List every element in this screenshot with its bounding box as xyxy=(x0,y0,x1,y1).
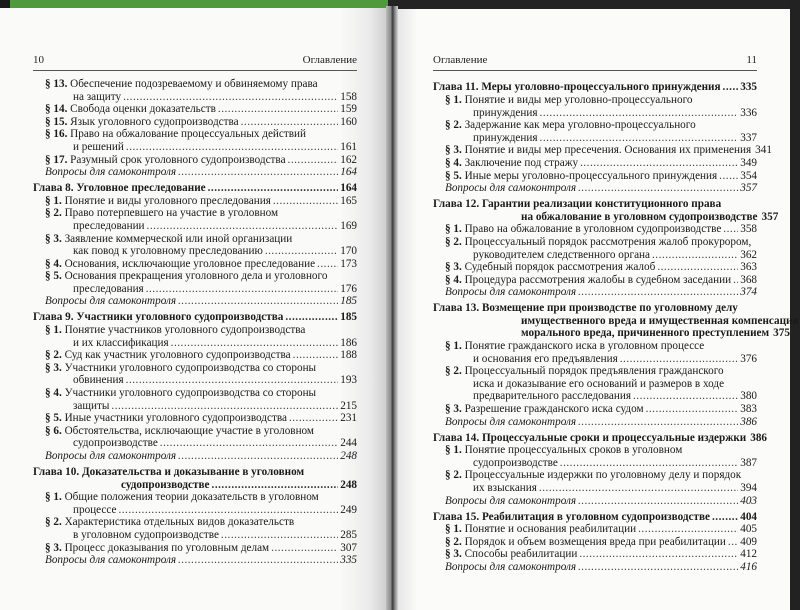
page-ref: 376 xyxy=(740,352,757,365)
leader-dots xyxy=(288,154,339,167)
leader-dots xyxy=(560,457,738,470)
toc-section xyxy=(33,387,357,412)
entry-title-line: Глава 13. Возмещение при производстве по уголовному делу xyxy=(433,302,738,315)
page-ref: 375 xyxy=(773,327,790,340)
section-number: § 1. xyxy=(445,93,462,106)
leader-dots xyxy=(540,107,739,120)
leader-dots xyxy=(578,495,738,508)
page-ref: 185 xyxy=(340,311,357,324)
entry-title-line: Право на обжалование в уголовном судопроизводстве xyxy=(464,223,722,236)
entry-title-line: Вопросы для самоконтроля xyxy=(445,182,577,195)
toc-chapter xyxy=(433,511,757,524)
toc-chapter xyxy=(33,466,357,491)
page-ref: 357 xyxy=(761,210,779,223)
section-number: § 5. xyxy=(45,270,62,283)
leader-dots xyxy=(178,450,338,463)
page-ref: 354 xyxy=(740,169,757,182)
entry-title-line: преследования xyxy=(73,282,144,295)
entry-title-line: Глава 15. Реабилитация в уголовном судопроизводстве xyxy=(433,510,710,523)
leader-dots xyxy=(123,91,338,104)
entry-title-line: Порядок и объем возмещения вреда при реабилитации xyxy=(464,535,726,548)
page-ref: 186 xyxy=(340,336,357,349)
page-ref: 307 xyxy=(340,541,357,554)
entry-title-line: Глава 8. Уголовное преследование xyxy=(33,182,206,195)
page-ref: 349 xyxy=(740,156,757,169)
toc-chapter xyxy=(433,302,799,340)
entry-title-line: и решений xyxy=(73,140,124,153)
toc-questions xyxy=(33,166,357,179)
page-ref: 386 xyxy=(740,415,757,428)
left-running-head: Оглавление xyxy=(302,54,357,66)
page-ref: 412 xyxy=(740,548,757,561)
page-ref: 249 xyxy=(340,503,357,516)
section-number: § 3. xyxy=(45,232,62,245)
entry-title-line: Понятие и виды уголовного преследования xyxy=(64,194,271,207)
entry-title-line: принуждения xyxy=(473,106,538,119)
leader-dots xyxy=(646,403,739,416)
entry-title-line: Процесс доказывания по уголовным делам xyxy=(64,541,270,554)
entry-title-line: Вопросы для самоконтроля xyxy=(445,286,577,299)
leader-dots xyxy=(733,274,738,287)
entry-title-line: Глава 9. Участники уголовного судопроизводства xyxy=(33,311,284,324)
leader-dots xyxy=(147,220,339,233)
page-ref: 248 xyxy=(340,450,357,462)
toc-section xyxy=(33,270,357,295)
entry-title-line: Основания, исключающие уголовное преследование xyxy=(64,257,316,270)
leader-dots xyxy=(578,182,738,195)
toc-section xyxy=(33,154,357,167)
toc-section xyxy=(33,233,357,258)
background-dark-edge xyxy=(790,0,800,610)
toc-section xyxy=(433,144,772,157)
section-number: § 4. xyxy=(45,387,62,400)
leader-dots xyxy=(579,548,738,561)
entry-title-line: как повод к уголовному преследованию xyxy=(73,245,263,258)
page-ref: 231 xyxy=(340,412,357,425)
entry-title-line: Свобода оценки доказательств xyxy=(70,103,216,116)
entry-title-line: Вопросы для самоконтроля xyxy=(45,554,177,567)
section-number: § 4. xyxy=(445,273,462,286)
entry-title-line: Процедура рассмотрения жалобы в судебном заседании xyxy=(464,273,732,286)
page-ref: 383 xyxy=(740,403,757,416)
entry-title-line: Понятие и основания реабилитации xyxy=(464,523,637,536)
entry-title-line: предварительного расследования xyxy=(473,390,631,403)
section-number: § 14. xyxy=(45,103,68,116)
toc-questions xyxy=(433,286,757,299)
leader-dots xyxy=(317,258,338,271)
leader-dots xyxy=(241,116,339,129)
entry-title-line: их взыскания xyxy=(473,481,537,494)
entry-title-line: на защиту xyxy=(73,90,122,103)
toc-section xyxy=(433,236,757,261)
toc-questions xyxy=(433,182,757,195)
entry-title-line: Суд как участник уголовного судопроизводства xyxy=(64,349,291,362)
toc-section xyxy=(433,261,757,274)
entry-title-line: и их классификация xyxy=(73,336,169,349)
toc-section xyxy=(33,324,357,349)
entry-title-line: Глава 12. Гарантии реализации конституционного права xyxy=(433,198,722,211)
page-ref: 357 xyxy=(740,182,757,195)
entry-title-line: Разрешение гражданского иска судом xyxy=(464,403,644,416)
toc-section xyxy=(433,340,757,365)
toc-section xyxy=(433,365,757,403)
leader-dots xyxy=(578,416,738,429)
leader-dots xyxy=(728,536,738,549)
leader-dots xyxy=(620,353,739,366)
entry-title-line: Иные участники уголовного судопроизводства xyxy=(64,412,287,425)
page-ref: 386 xyxy=(750,431,768,444)
section-number: § 2. xyxy=(45,516,62,529)
entry-title-line: Процессуальный порядок рассмотрения жалоб прокурором, xyxy=(464,235,752,248)
leader-dots xyxy=(208,182,339,195)
section-number: § 15. xyxy=(45,115,68,128)
entry-title-line: Заявление коммерческой или иной организации xyxy=(64,232,293,245)
leader-dots xyxy=(160,437,338,450)
leader-dots xyxy=(126,141,338,154)
toc-questions xyxy=(33,554,357,567)
leader-dots xyxy=(652,249,738,262)
entry-title-line: Понятие и виды мер уголовно-процессуального xyxy=(464,93,693,106)
toc-section xyxy=(33,103,357,116)
section-number: § 5. xyxy=(45,412,62,425)
entry-title-line: Иные меры уголовно-процессуального принуждения xyxy=(464,169,718,182)
section-number: § 16. xyxy=(45,128,68,141)
page-ref: 416 xyxy=(740,560,757,573)
section-number: § 4. xyxy=(45,257,62,270)
right-running-head: Оглавление xyxy=(433,54,488,66)
section-number: § 1. xyxy=(45,491,62,504)
entry-title-line: Право на обжалование процессуальных действий xyxy=(70,128,307,141)
section-number: § 17. xyxy=(45,153,68,166)
leader-dots xyxy=(221,529,338,542)
page-ref: 374 xyxy=(740,286,757,299)
page-ref: 164 xyxy=(340,166,357,179)
left-page-number: 10 xyxy=(33,54,44,66)
entry-title-line: Понятие процессуальных сроков в уголовном xyxy=(464,444,683,457)
entry-title-line: Обеспечение подозреваемому и обвиняемому права xyxy=(70,78,318,90)
section-number: § 4. xyxy=(445,156,462,169)
toc-section xyxy=(33,362,357,387)
leader-dots xyxy=(723,81,739,94)
entry-title-line: судопроизводстве xyxy=(473,456,558,469)
toc-section xyxy=(33,516,357,541)
entry-title-line: руководителем следственного органа xyxy=(473,248,650,261)
section-number: § 2. xyxy=(445,235,462,248)
page-ref: 403 xyxy=(740,494,757,507)
entry-title-line: и основания его предъявления xyxy=(473,352,618,365)
entry-title-line: на обжалование в уголовном судопроизводстве xyxy=(521,210,758,223)
entry-title-line: Способы реабилитации xyxy=(464,548,578,561)
toc-chapter xyxy=(433,81,757,94)
page-ref: 161 xyxy=(340,140,357,153)
page-ref: 188 xyxy=(340,349,357,362)
toc-section xyxy=(33,491,357,516)
leader-dots xyxy=(633,390,738,403)
page-ref: 158 xyxy=(340,90,357,103)
entry-title-line: Понятие гражданского иска в уголовном процессе xyxy=(464,340,705,353)
toc-section xyxy=(433,157,757,170)
section-number: § 6. xyxy=(45,424,62,437)
entry-title-line: Вопросы для самоконтроля xyxy=(45,166,177,179)
page-ref: 162 xyxy=(340,153,357,166)
entry-title-line: Право потерпевшего на участие в уголовном xyxy=(64,207,279,220)
entry-title-line: Характеристика отдельных видов доказательств xyxy=(64,516,295,529)
page-ref: 285 xyxy=(340,528,357,541)
page-ref: 159 xyxy=(340,103,357,116)
section-number: § 5. xyxy=(445,169,462,182)
toc-section xyxy=(33,128,357,153)
leader-dots xyxy=(126,374,339,387)
toc-chapter xyxy=(433,198,779,223)
leader-dots xyxy=(657,261,738,274)
page-ref: 170 xyxy=(340,245,357,258)
right-page-number: 11 xyxy=(746,54,757,66)
toc-section xyxy=(33,195,357,208)
section-number: § 2. xyxy=(445,365,462,378)
right-header-rule xyxy=(433,70,757,71)
left-toc xyxy=(33,78,357,567)
page-ref: 409 xyxy=(740,535,757,548)
leader-dots xyxy=(146,283,339,296)
page-ref: 160 xyxy=(340,115,357,128)
entry-title-line: иска и доказывание его оснований и размеров в ходе xyxy=(473,377,725,390)
entry-title-line: Участники уголовного судопроизводства со стороны xyxy=(64,387,317,400)
leader-dots xyxy=(218,103,338,116)
entry-title-line: Понятие и виды мер пресечения. Основания их применения xyxy=(464,144,752,157)
page-ref: 337 xyxy=(740,131,757,144)
entry-title-line: в уголовном судопроизводстве xyxy=(73,528,219,541)
section-number: § 2. xyxy=(445,469,462,482)
toc-section xyxy=(433,536,757,549)
page-ref: 405 xyxy=(740,523,757,536)
toc-section xyxy=(33,412,357,425)
page-ref: 363 xyxy=(740,261,757,274)
toc-questions xyxy=(433,495,757,508)
entry-title-line: Понятие участников уголовного судопроизводства xyxy=(64,324,306,337)
toc-section xyxy=(433,94,757,119)
section-number: § 3. xyxy=(45,361,62,374)
entry-title-line: Глава 10. Доказательства и доказывание в уголовном xyxy=(33,465,305,478)
section-number: § 1. xyxy=(445,223,462,236)
book-gutter xyxy=(386,6,398,610)
section-number: § 3. xyxy=(445,144,462,157)
leader-dots xyxy=(580,157,738,170)
section-number: § 1. xyxy=(45,324,62,337)
toc-questions xyxy=(33,295,357,308)
toc-section xyxy=(33,349,357,362)
leader-dots xyxy=(171,337,339,350)
leader-dots xyxy=(638,523,738,536)
toc-section xyxy=(433,469,757,494)
entry-title-line: Язык уголовного судопроизводства xyxy=(70,115,239,128)
entry-title-line: Обстоятельства, исключающие участие в уголовном xyxy=(64,424,315,437)
entry-title-line: Процессуальный порядок предъявления гражданского xyxy=(464,365,724,378)
toc-section xyxy=(33,425,357,450)
toc-chapter xyxy=(33,311,357,324)
page-ref: 215 xyxy=(340,399,357,412)
toc-section xyxy=(433,274,757,287)
section-number: § 13. xyxy=(45,78,68,90)
left-header-rule xyxy=(33,70,357,71)
entry-title-line: морального вреда, причиненного преступлением xyxy=(521,327,770,340)
entry-title-line: Процессуальные издержки по уголовному делу и порядок xyxy=(464,469,742,482)
leader-dots xyxy=(178,166,338,179)
section-number: § 3. xyxy=(45,541,62,554)
section-number: § 1. xyxy=(445,444,462,457)
entry-title-line: Задержание как мера уголовно-процессуального xyxy=(464,119,696,132)
entry-title-line: судопроизводстве xyxy=(121,478,210,491)
toc-section xyxy=(33,207,357,232)
entry-title-line: Глава 11. Меры уголовно-процессуального принуждения xyxy=(433,81,721,94)
entry-title-line: имущественного вреда и имущественная компенсация xyxy=(521,314,799,327)
page-ref: 185 xyxy=(340,295,357,308)
toc-section xyxy=(433,119,757,144)
leader-dots xyxy=(212,479,339,492)
leader-dots xyxy=(118,504,338,517)
toc-section xyxy=(433,523,757,536)
toc-section xyxy=(33,542,357,555)
leader-dots xyxy=(540,132,739,145)
leader-dots xyxy=(719,170,738,183)
leader-dots xyxy=(289,412,338,425)
leader-dots xyxy=(578,286,738,299)
toc-section xyxy=(433,170,757,183)
section-number: § 3. xyxy=(445,548,462,561)
entry-title-line: Вопросы для самоконтроля xyxy=(445,415,577,428)
page-ref: 193 xyxy=(340,374,357,387)
page-ref: 341 xyxy=(755,144,772,157)
toc-questions xyxy=(33,450,357,463)
section-number: § 1. xyxy=(445,340,462,353)
leader-dots xyxy=(578,561,738,574)
page-ref: 335 xyxy=(340,554,357,567)
toc-questions xyxy=(433,416,757,429)
leader-dots xyxy=(293,349,339,362)
toc-section xyxy=(433,548,757,561)
section-number: § 1. xyxy=(45,194,62,207)
toc-section xyxy=(433,223,757,236)
entry-title-line: Вопросы для самоконтроля xyxy=(445,560,577,573)
entry-title-line: Заключение под стражу xyxy=(464,156,579,169)
right-toc xyxy=(433,78,799,574)
toc-section xyxy=(33,116,357,129)
toc-questions xyxy=(433,561,757,574)
page-ref: 387 xyxy=(740,456,757,469)
leader-dots xyxy=(285,311,338,324)
entry-title-line: Вопросы для самоконтроля xyxy=(45,295,177,308)
page-ref: 358 xyxy=(740,223,757,236)
entry-title-line: преследовании xyxy=(73,219,145,232)
page-ref: 248 xyxy=(340,478,357,491)
entry-title-line: Разумный срок уголовного судопроизводства xyxy=(70,153,286,166)
page-ref: 362 xyxy=(740,248,757,261)
entry-title-line: Основания прекращения уголовного дела и уголовного xyxy=(64,270,328,283)
book-cover-edge xyxy=(0,0,388,8)
entry-title-line: Судебный порядок рассмотрения жалоб xyxy=(464,261,656,274)
entry-title-line: Глава 14. Процессуальные сроки и процессуальные издержки xyxy=(433,431,747,444)
section-number: § 2. xyxy=(445,119,462,132)
leader-dots xyxy=(273,195,338,208)
page-ref: 244 xyxy=(340,437,357,450)
toc-chapter xyxy=(433,431,768,445)
leader-dots xyxy=(712,511,738,524)
page-ref: 336 xyxy=(740,106,757,119)
leader-dots xyxy=(178,295,338,308)
page-ref: 169 xyxy=(340,219,357,232)
entry-title-line: процессе xyxy=(73,503,117,516)
page-ref: 164 xyxy=(340,182,357,195)
leader-dots xyxy=(265,245,338,258)
toc-section xyxy=(33,258,357,271)
leader-dots xyxy=(271,542,338,555)
entry-title-line: Вопросы для самоконтроля xyxy=(445,494,577,507)
entry-title-line: Участники уголовного судопроизводства со стороны xyxy=(64,361,317,374)
toc-section xyxy=(433,403,757,416)
page-ref: 173 xyxy=(340,257,357,270)
section-number: § 2. xyxy=(445,535,462,548)
page-ref: 394 xyxy=(740,481,757,494)
entry-title-line: судопроизводстве xyxy=(73,437,158,450)
page-ref: 380 xyxy=(740,390,757,403)
page-ref: 368 xyxy=(740,273,757,286)
section-number: § 3. xyxy=(445,261,462,274)
section-number: § 2. xyxy=(45,207,62,220)
leader-dots xyxy=(111,400,338,413)
entry-title-line: Вопросы для самоконтроля xyxy=(45,450,177,462)
toc-section xyxy=(433,444,757,469)
page-ref: 165 xyxy=(340,194,357,207)
page-ref: 404 xyxy=(740,510,757,523)
leader-dots xyxy=(539,482,738,495)
page-ref: 335 xyxy=(740,81,757,94)
section-number: § 1. xyxy=(445,523,462,536)
entry-title-line: защиты xyxy=(73,399,110,412)
page-ref: 176 xyxy=(340,282,357,295)
toc-section xyxy=(33,78,357,103)
section-number: § 2. xyxy=(45,349,62,362)
leader-dots xyxy=(723,223,738,236)
entry-title-line: Общие положения теории доказательств в уголовном xyxy=(64,491,319,504)
toc-chapter xyxy=(33,182,357,195)
cover-corner xyxy=(0,0,10,8)
background-dark-top xyxy=(388,0,800,9)
leader-dots xyxy=(178,554,338,567)
section-number: § 3. xyxy=(445,403,462,416)
entry-title-line: обвинения xyxy=(73,374,124,387)
entry-title-line: принуждения xyxy=(473,131,538,144)
